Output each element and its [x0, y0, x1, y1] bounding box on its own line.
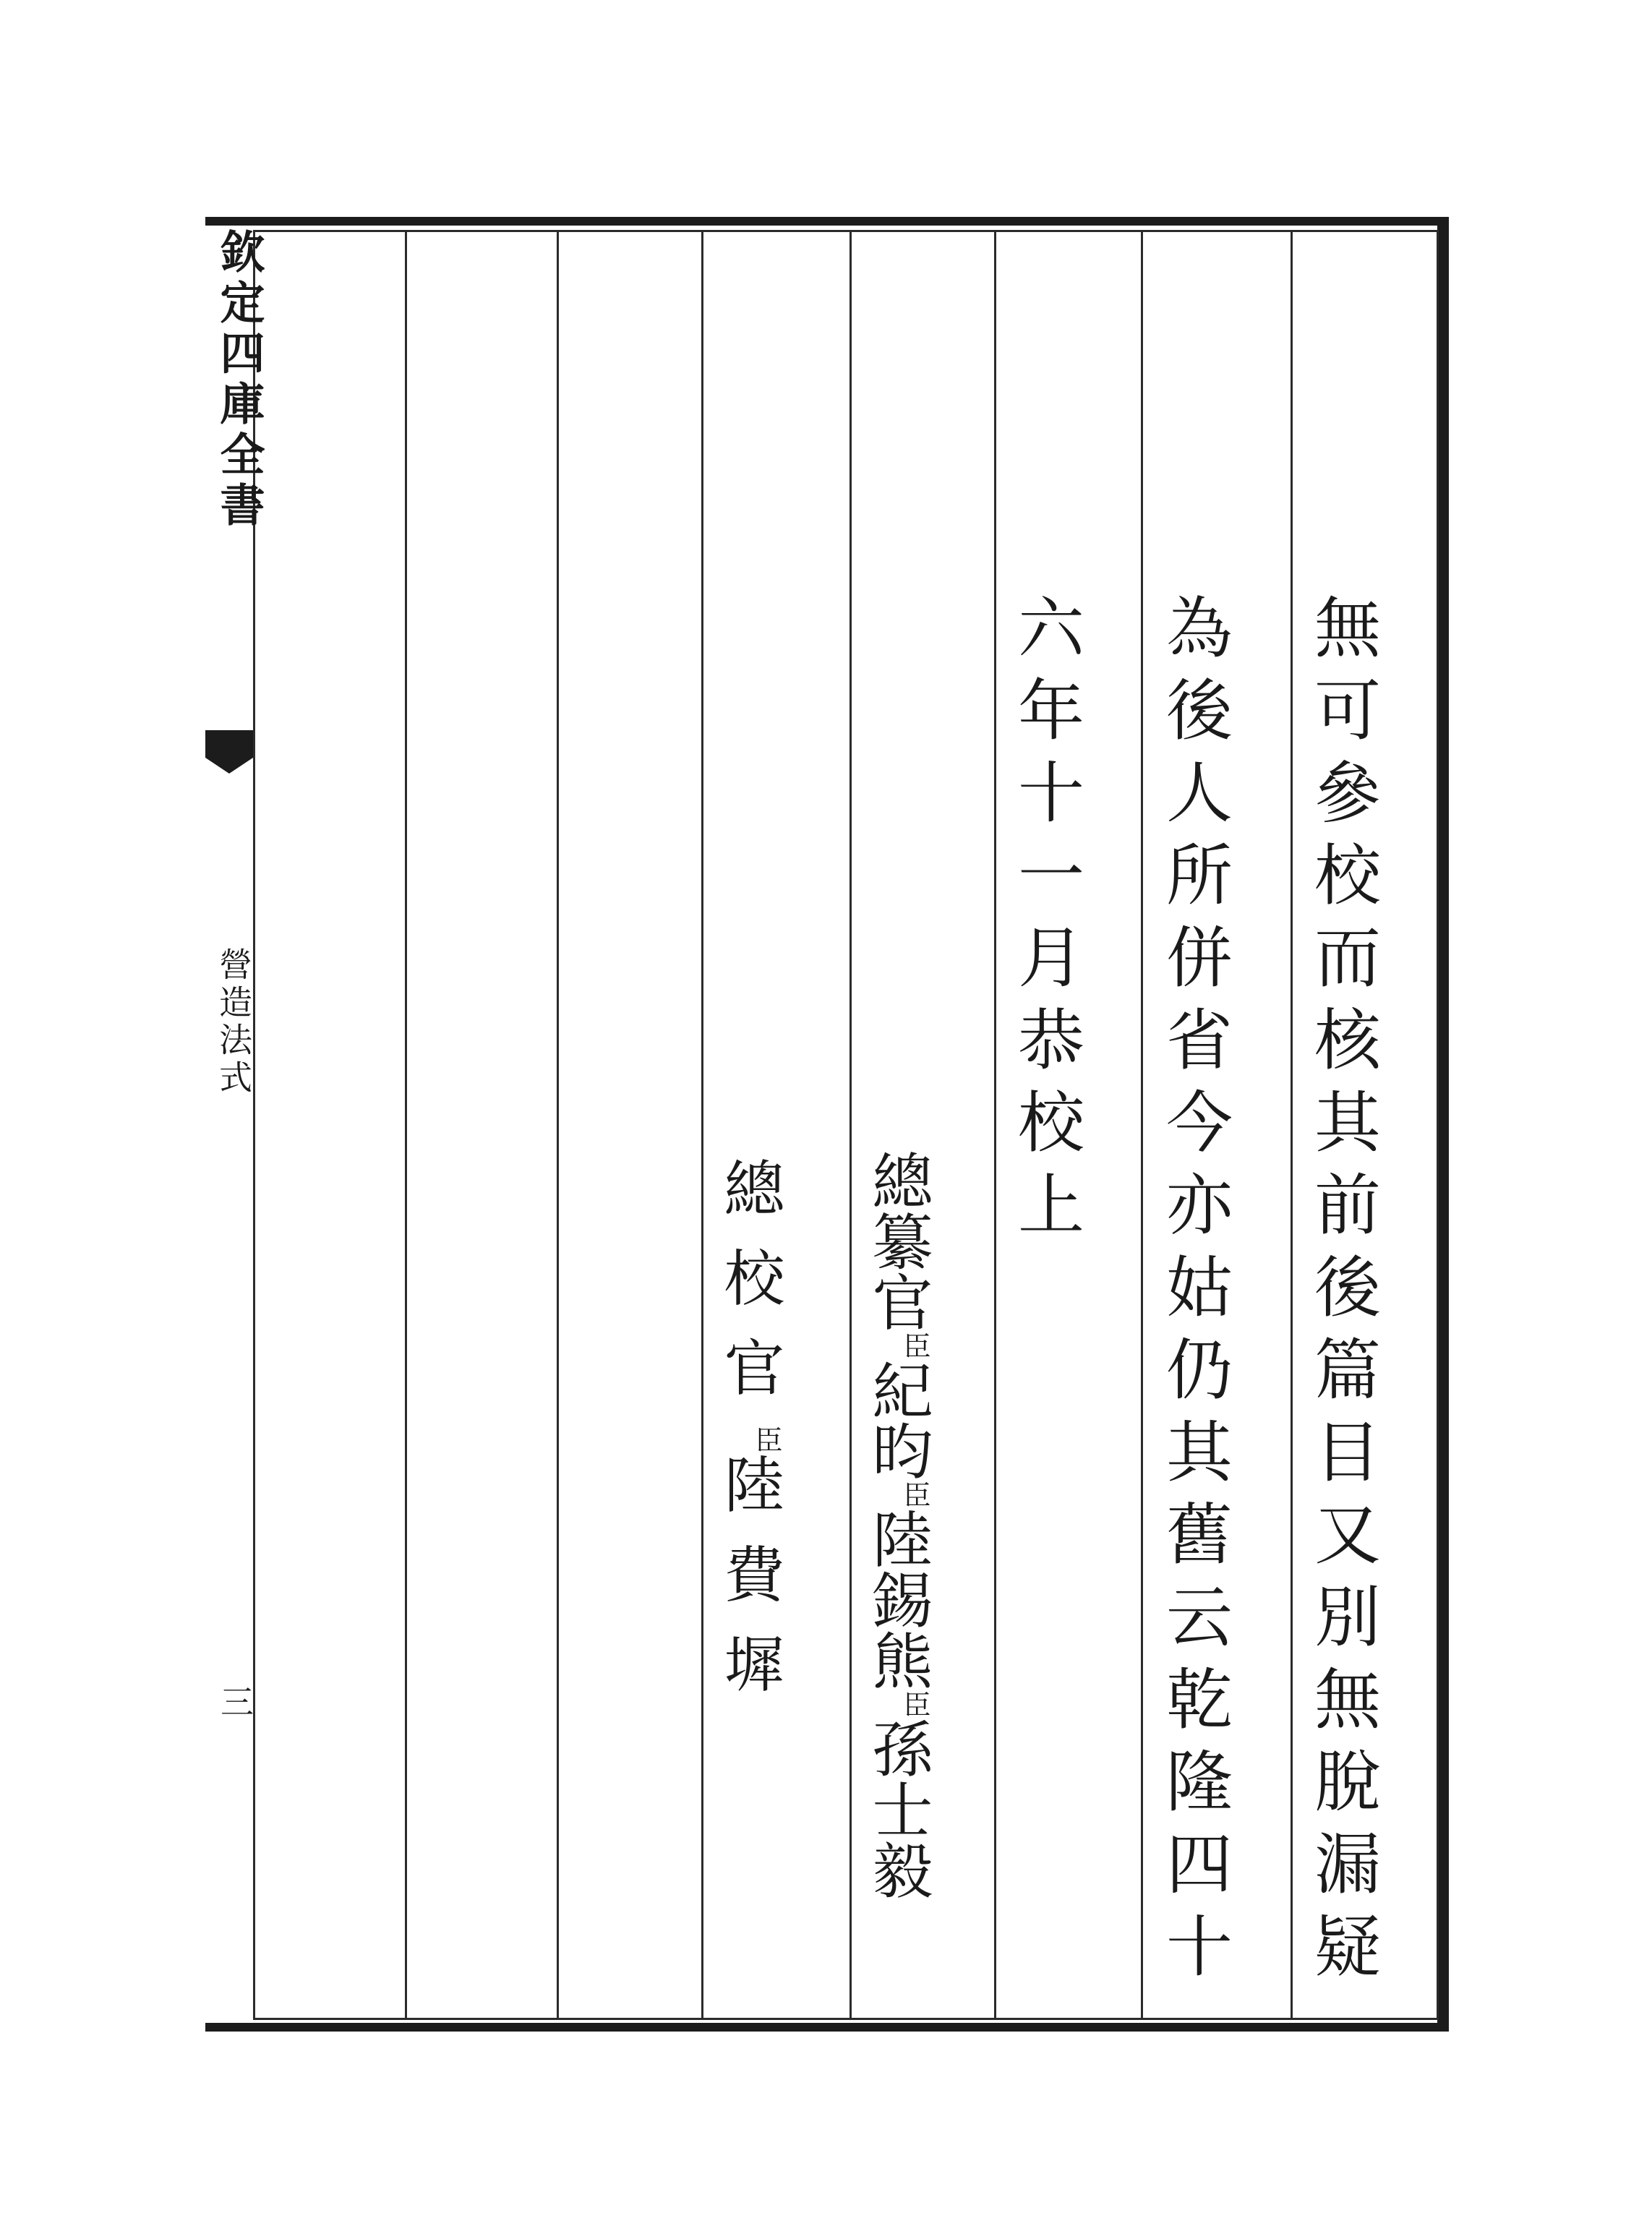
collection-title: 欽定四庫全書 — [213, 228, 265, 532]
book-title: 營造法式 — [214, 947, 253, 1097]
column-rule — [1291, 230, 1293, 2020]
honorific-mark: 臣 — [750, 1426, 782, 1453]
honorific-mark: 臣 — [899, 1690, 930, 1718]
text-column-1: 無可參校而核其前後篇目又別無脫漏疑 — [1304, 593, 1381, 1994]
column-rule — [849, 230, 852, 2020]
column-rule — [557, 230, 559, 2020]
page-number: 三 — [215, 1685, 254, 1718]
compiler-name: 陸錫熊 — [863, 1508, 933, 1690]
text-block-border — [253, 230, 1439, 2020]
column-rule — [1141, 230, 1143, 2020]
compilers-credit — [863, 1150, 933, 1900]
column-rule — [701, 230, 703, 2020]
proofreader-name: 陸費墀 — [714, 1453, 785, 1722]
compiler-name: 紀昀 — [863, 1359, 933, 1481]
proofreader-label: 總校官 — [714, 1157, 785, 1426]
column-rule — [405, 230, 407, 2020]
fishtail-mark — [205, 730, 253, 758]
text-column-3: 六年十一月恭校上 — [1007, 593, 1084, 1252]
compiler-name: 孫士毅 — [863, 1718, 933, 1900]
text-column-2: 為後人所併省今亦姑仍其舊云乾隆四十 — [1155, 593, 1233, 1994]
proofreader-credit — [714, 1157, 785, 1722]
column-rule — [994, 230, 996, 2020]
honorific-mark: 臣 — [899, 1332, 930, 1359]
honorific-mark: 臣 — [899, 1481, 930, 1508]
compilers-label: 總纂官 — [863, 1150, 933, 1332]
